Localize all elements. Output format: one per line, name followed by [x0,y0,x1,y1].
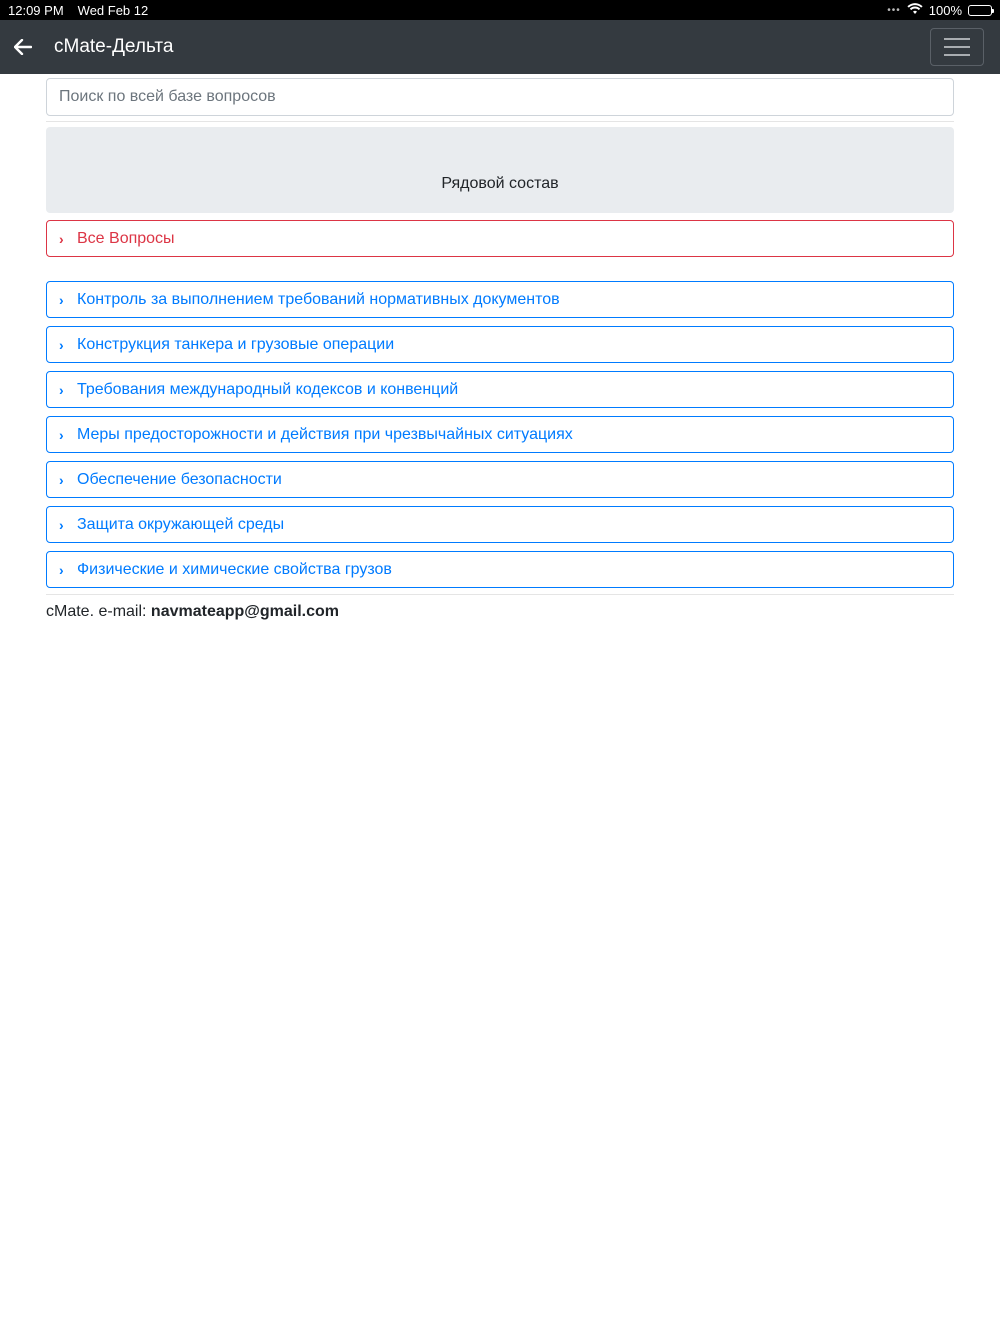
wifi-icon [907,3,923,18]
topic-item[interactable] [46,371,954,408]
navbar [0,20,1000,74]
chevron-right-icon: › [59,291,64,308]
hamburger-icon [944,38,970,40]
status-bar [0,0,1000,20]
chevron-right-icon: › [59,381,64,398]
chevron-right-icon: › [59,230,64,247]
topic-label: Физические и химические свойства грузов [77,560,392,578]
topic-item[interactable] [46,461,954,498]
topic-list [46,281,954,588]
topic-item[interactable] [46,281,954,318]
battery-icon [968,5,992,16]
topic-label: Конструкция танкера и грузовые операции [77,335,395,353]
status-date: Wed Feb 12 [77,2,149,18]
topic-item[interactable] [46,416,954,453]
arrow-left-icon [14,39,32,55]
main-content [46,78,954,621]
chevron-right-icon: › [59,471,64,488]
topic-item[interactable] [46,551,954,588]
topic-item[interactable] [46,326,954,363]
status-time: 12:09 PM [8,2,64,18]
footer-email: navmateapp@gmail.com [150,603,340,620]
section-header [46,127,954,213]
menu-toggle-button[interactable] [930,28,984,66]
topic-label: Защита окружающей среды [77,515,285,533]
topic-label: Обеспечение безопасности [77,470,282,488]
back-button[interactable] [0,20,46,74]
footer [46,603,954,621]
footer-prefix: cMate. e-mail: [46,603,151,620]
multitask-dots-icon: ••• [887,4,901,16]
battery-percent: 100% [928,2,962,18]
topic-label: Меры предосторожности и действия при чрезвычайных ситуациях [77,425,573,443]
topic-label: Контроль за выполнением требований нормативных документов [77,290,560,308]
all-questions-button[interactable] [46,220,954,257]
topic-label: Требования международный кодексов и конвенций [77,380,459,398]
chevron-right-icon: › [59,336,64,353]
divider [46,594,954,595]
app-title: cMate-Дельта [54,36,174,57]
section-title: Рядовой состав [441,175,559,192]
divider [46,121,954,122]
chevron-right-icon: › [59,561,64,578]
search-input[interactable] [46,78,954,116]
chevron-right-icon: › [59,516,64,533]
all-questions-label: Все Вопросы [77,229,175,247]
topic-item[interactable] [46,506,954,543]
chevron-right-icon: › [59,426,64,443]
